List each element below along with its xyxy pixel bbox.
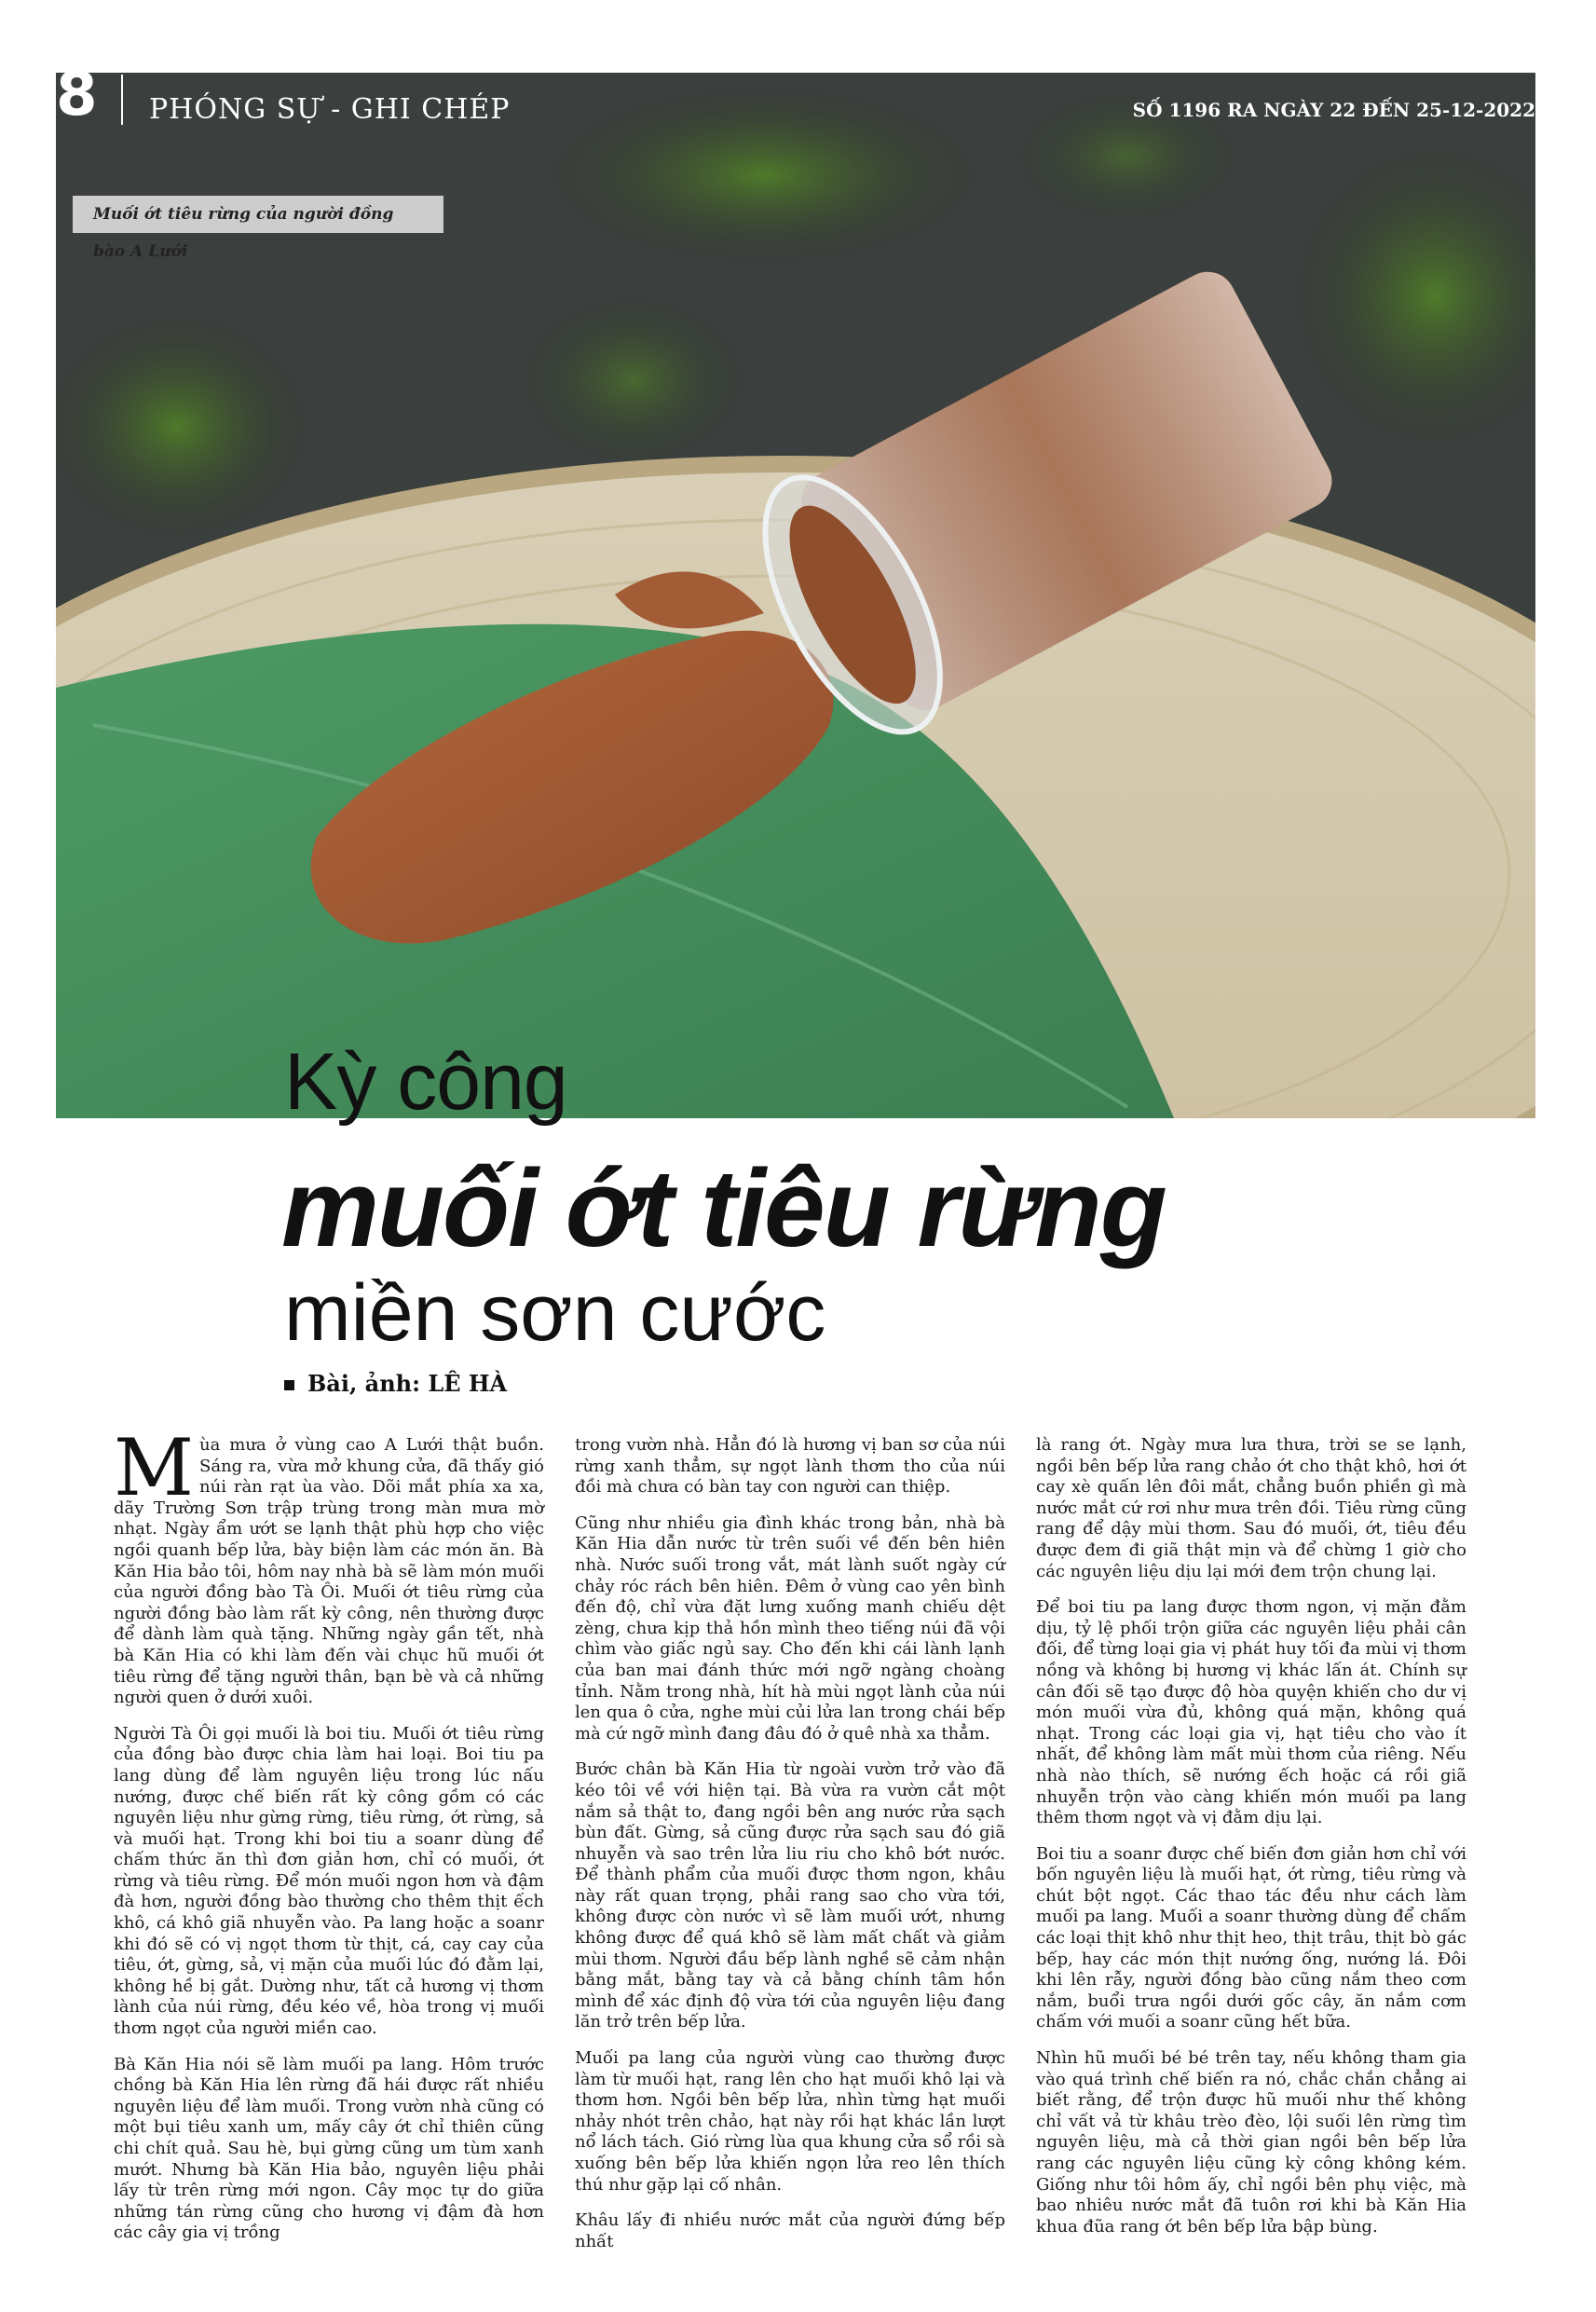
- paragraph-text: ùa mưa ở vùng cao A Lưới thật buồn. Sáng ra, vừa mở khung cửa, đã thấy gió núi ràn rạt ùa vào. Dõi mắt phía xa xa, dãy Trường Sơn trập trùng trong màn mưa mờ nhạt. Ngày ẩm ướt se lạnh thật phù hợp cho việc ngồi quanh bếp lửa, bày biện làm các món ăn. Bà Kăn Hia bảo tôi, hôm nay nhà bà sẽ làm món muối của người đồng bào Tà Ôi. Muối ớt tiêu rừng của người đồng bào làm rất kỳ công, nên thường được để dành làm quà tặng. Những ngày gần tết, nhà bà Kăn Hia có khi làm đến vài chục hũ muối ớt tiêu rừng để tặng người thân, bạn bè và cả những người quen ở dưới xuôi.: [114, 1435, 544, 1708]
- byline-square-icon: [284, 1380, 294, 1390]
- paragraph: Người Tà Ôi gọi muối là boi tiu. Muối ớt tiêu rừng của đồng bào được chia làm hai loại. Boi tiu pa lang dùng để làm nguyên liệu trong lúc nấu nướng, được chế biến rất kỳ công gồm có các nguyên liệu như gừng rừng, tiêu rừng, ớt rừng, sả và muối hạt. Trong khi boi tiu a soanr dùng để chấm thức ăn thì đơn giản hơn, chỉ có muối, ớt rừng và tiêu rừng. Để món muối ngon hơn và đậm đà hơn, người đồng bào thường cho thêm thịt ếch khô, cá khô giã nhuyễn vào. Pa lang hoặc a soanr khi đó sẽ có vị ngọt thơm từ thịt, cá, cay cay của tiêu, ớt, gừng, sả, vị mặn của muối lúc đó đằm lại, không hề bị gắt. Dường như, tất cả hương vị thơm lành của núi rừng, đều kéo về, hòa trong vị muối thơm ngọt của người miền cao.: [114, 1723, 544, 2039]
- drop-cap: M: [114, 1422, 195, 1513]
- paragraph: [114, 1422, 544, 1709]
- paragraph: Nhìn hũ muối bé bé trên tay, nếu không tham gia vào quá trình chế biến ra nó, chắc chắn chẳng ai biết rằng, để trộn được hũ muối như thế không chỉ vất vả từ khâu trèo đèo, lội suối lên rừng tìm nguyên liệu, mà cả thời gian ngồi bên bếp lửa rang các nguyên liệu cũng kỳ công không kém. Giống như tôi hôm ấy, chỉ ngồi bên phụ việc, mà bao nhiêu nước mắt đã tuôn rơi khi bà Kăn Hia khua đũa rang ớt bên bếp lửa bập bùng.: [1036, 2048, 1466, 2237]
- article-column-1: [114, 1422, 544, 2259]
- photo-caption: Muối ớt tiêu rừng của người đồng bào A Lưới: [73, 196, 443, 233]
- paragraph: Muối pa lang của người vùng cao thường được làm từ muối hạt, rang lên cho hạt muối khô lại và thơm hơn. Ngồi bên bếp lửa, nhìn từng hạt muối nhảy nhót trên chảo, hạt này rồi hạt khác lần lượt nổ lách tách. Gió rừng lùa qua khung cửa sổ rồi sà xuống bên bếp lửa khiến ngọn lửa reo lên thích thú như gặp lại cố nhân.: [575, 2048, 1005, 2195]
- paragraph: Để boi tiu pa lang được thơm ngon, vị mặn đằm dịu, tỷ lệ phối trộn giữa các nguyên liệu phải cân đối, để từng loại gia vị phát huy tối đa mùi vị thơm nồng và không bị hương vị khác lấn át. Chính sự cân đối sẽ tạo được độ hòa quyện khiến cho dư vị món muối vừa đủ, không quá mặn, không quá nhạt. Trong các loại gia vị, hạt tiêu cho vào ít nhất, để không làm mất mùi thơm của riêng. Nếu nhà nào thích, sẽ nướng ếch hoặc cá rồi giã nhuyễn trộn vào càng khiến món muối pa lang thêm thơm ngọt và vị đằm dịu lại.: [1036, 1597, 1466, 1828]
- paragraph: Bước chân bà Kăn Hia từ ngoài vườn trở vào đã kéo tôi về với hiện tại. Bà vừa ra vườn cắt một nắm sả thật to, đang ngồi bên ang nước rửa sạch bùn đất. Gừng, sả cũng được rửa sạch sau đó giã nhuyễn và sao trên lửa liu riu cho khô bớt nước. Để thành phẩm của muối được thơm ngon, khâu này rất quan trọng, phải rang sao cho vừa tới, không được còn nước vì sẽ làm muối ướt, nhưng không được để quá khô sẽ làm mất chất và giảm mùi thơm. Người đầu bếp lành nghề sẽ cảm nhận bằng mắt, bằng tay và cả bằng chính tâm hồn mình để xác định độ vừa tới của nguyên liệu đang lăn trở trên bếp lửa.: [575, 1759, 1005, 2032]
- paragraph: Cũng như nhiều gia đình khác trong bản, nhà bà Kăn Hia dẫn nước từ trên suối về đến bên hiên nhà. Nước suối trong vắt, mát lành suốt ngày cứ chảy róc rách bên hiên. Đêm ở vùng cao yên bình đến độ, chỉ vừa đặt lưng xuống manh chiếu dệt zèng, chưa kịp thả hồn mình theo tiếng núi đã vội chìm vào giấc ngủ say. Cho đến khi cái lành lạnh của ban mai đánh thức mới ngỡ ngàng choàng tỉnh. Nằm trong nhà, hít hà mùi ngọt lành của núi len qua ô cửa, nghe mùi củi lửa lan trong chái bếp mà cứ ngỡ mình đang đâu đó ở quê nhà xa thẳm.: [575, 1512, 1005, 1744]
- page-number: 8: [56, 61, 98, 130]
- title-line-2: muối ớt tiêu rừng: [281, 1147, 1166, 1270]
- article-column-2: [575, 1435, 1005, 2267]
- paragraph: trong vườn nhà. Hẳn đó là hương vị ban sơ của núi rừng xanh thẳm, sự ngọt lành thơm tho của núi đồi mà chưa có bàn tay con người can thiệp.: [575, 1435, 1005, 1498]
- header-divider: [121, 75, 123, 125]
- byline-text: Bài, ảnh: LÊ HÀ: [307, 1370, 508, 1397]
- title-line-1: Kỳ công: [284, 1037, 567, 1127]
- byline: [284, 1370, 507, 1397]
- paragraph: là rang ớt. Ngày mưa lưa thưa, trời se se lạnh, ngồi bên bếp lửa rang chảo ớt cho thật khô, hơi ớt cay xè quấn lên đôi mắt, chẳng buồn phiền gì mà nước mắt cứ rơi như mưa trên đồi. Tiêu rừng cũng rang để dậy mùi thơm. Sau đó muối, ớt, tiêu đều được đem đi giã thật mịn và để chừng 1 giờ cho các nguyên liệu dịu lại mới đem trộn chung lại.: [1036, 1435, 1466, 1581]
- article-column-3: [1036, 1435, 1466, 2252]
- title-line-3: miền sơn cước: [284, 1268, 826, 1358]
- issue-info: SỐ 1196 RA NGÀY 22 ĐẾN 25-12-2022: [1132, 99, 1535, 121]
- paragraph: Bà Kăn Hia nói sẽ làm muối pa lang. Hôm trước chồng bà Kăn Hia lên rừng đã hái được rất nhiều nguyên liệu để làm muối. Trong vườn nhà cũng có một bụi tiêu xanh um, mấy cây ớt chỉ thiên cũng chi chít quả. Sau hè, bụi gừng cũng um tùm xanh mướt. Nhưng bà Kăn Hia bảo, nguyên liệu phải lấy từ trên rừng mới ngon. Cây mọc tự do giữa những tán rừng cũng cho hương vị đậm đà hơn các cây gia vị trồng: [114, 2054, 544, 2243]
- paragraph: Boi tiu a soanr được chế biến đơn giản hơn chỉ với bốn nguyên liệu là muối hạt, ớt rừng, tiêu rừng và chút bột ngọt. Các thao tác đều như cách làm muối pa lang. Muối a soanr thường dùng để chấm các loại thịt khô như thịt heo, thịt trâu, thịt bò gác bếp, hay các món thịt nướng ống, nướng lá. Đôi khi lên rẫy, người đồng bào cũng nắm theo cơm nắm, buổi trưa ngồi dưới gốc cây, ăn nắm cơm chấm với muối a soanr cũng hết bữa.: [1036, 1843, 1466, 2032]
- paragraph: Khâu lấy đi nhiều nước mắt của người đứng bếp nhất: [575, 2210, 1005, 2251]
- section-name: PHÓNG SỰ - GHI CHÉP: [149, 93, 511, 126]
